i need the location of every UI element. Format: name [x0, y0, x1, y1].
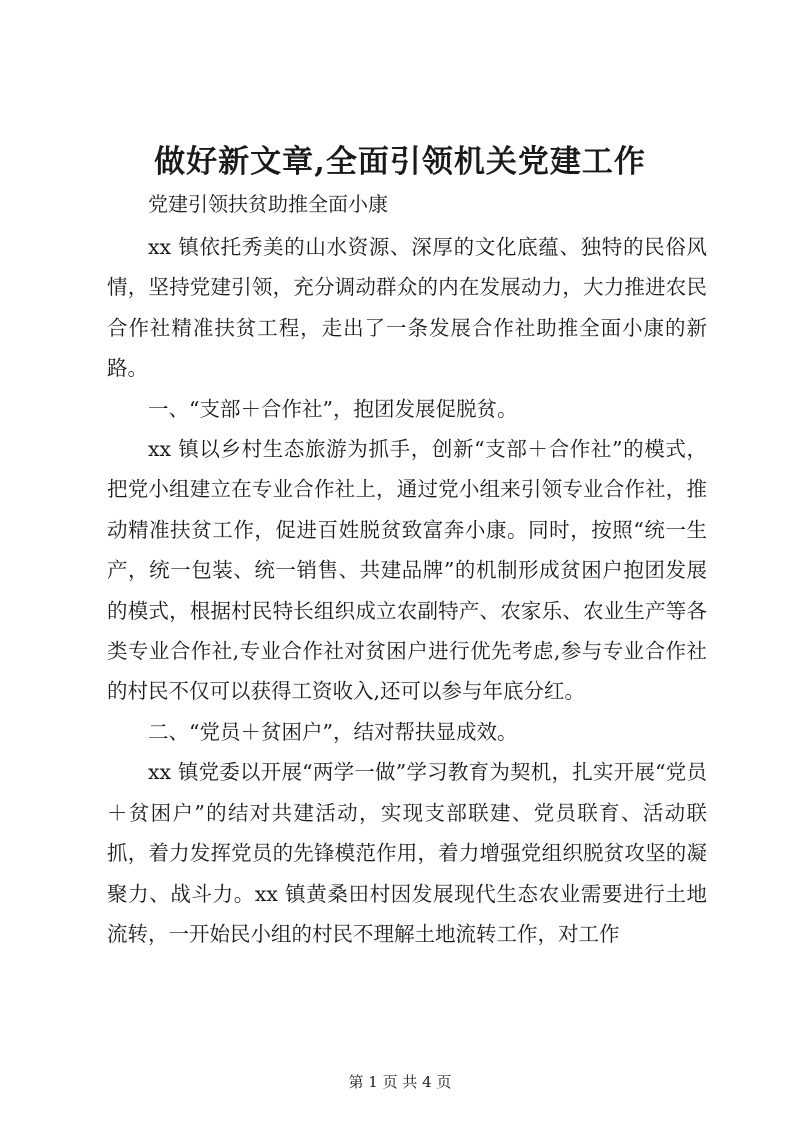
paragraph-section-2: xx 镇党委以开展“两学一做”学习教育为契机，扎实开展“党员＋贫困户”的结对共建活动，实现支部联建、党员联育、活动联抓，着力发挥党员的先锋模范作用，着力增强党组织脱贫攻坚的凝聚力、战斗力。xx 镇黄桑田村因发展现代生态农业需要进行土地流转，一开始民小组的村民不理解土地流转工作，对工作	[107, 760, 707, 946]
document-subtitle: 党建引领扶贫助推全面小康	[148, 192, 388, 216]
page-number-footer: 第 1 页 共 4 页	[348, 1073, 452, 1091]
paragraph-intro: xx 镇依托秀美的山水资源、深厚的文化底蕴、独特的民俗风情，坚持党建引领，充分调动群众的内在发展动力，大力推进农民合作社精准扶贫工程，走出了一条发展合作社助推全面小康的新路。	[107, 235, 707, 381]
section-heading-2: 二、“党员＋贫困户”，结对帮扶显成效。	[148, 719, 518, 744]
paragraph-section-1: xx 镇以乡村生态旅游为抓手，创新“支部＋合作社”的模式，把党小组建立在专业合作社上，通过党小组来引领专业合作社，推动精准扶贫工作，促进百姓脱贫致富奔小康。同时，按照“统一生产，统一包装、统一销售、共建品牌”的机制形成贫困户抱团发展的模式，根据村民特长组织成立农副特产、农家乐、农业生产等各类专业合作社,专业合作社对贫困户进行优先考虑,参与专业合作社的村民不仅可以获得工资收入,还可以参与年底分红。	[107, 437, 707, 704]
document-body	[107, 227, 707, 954]
document-title: 做好新文章,全面引领机关党建工作	[154, 144, 646, 180]
section-heading-1: 一、“支部＋合作社”，抱团发展促脱贫。	[148, 396, 518, 421]
